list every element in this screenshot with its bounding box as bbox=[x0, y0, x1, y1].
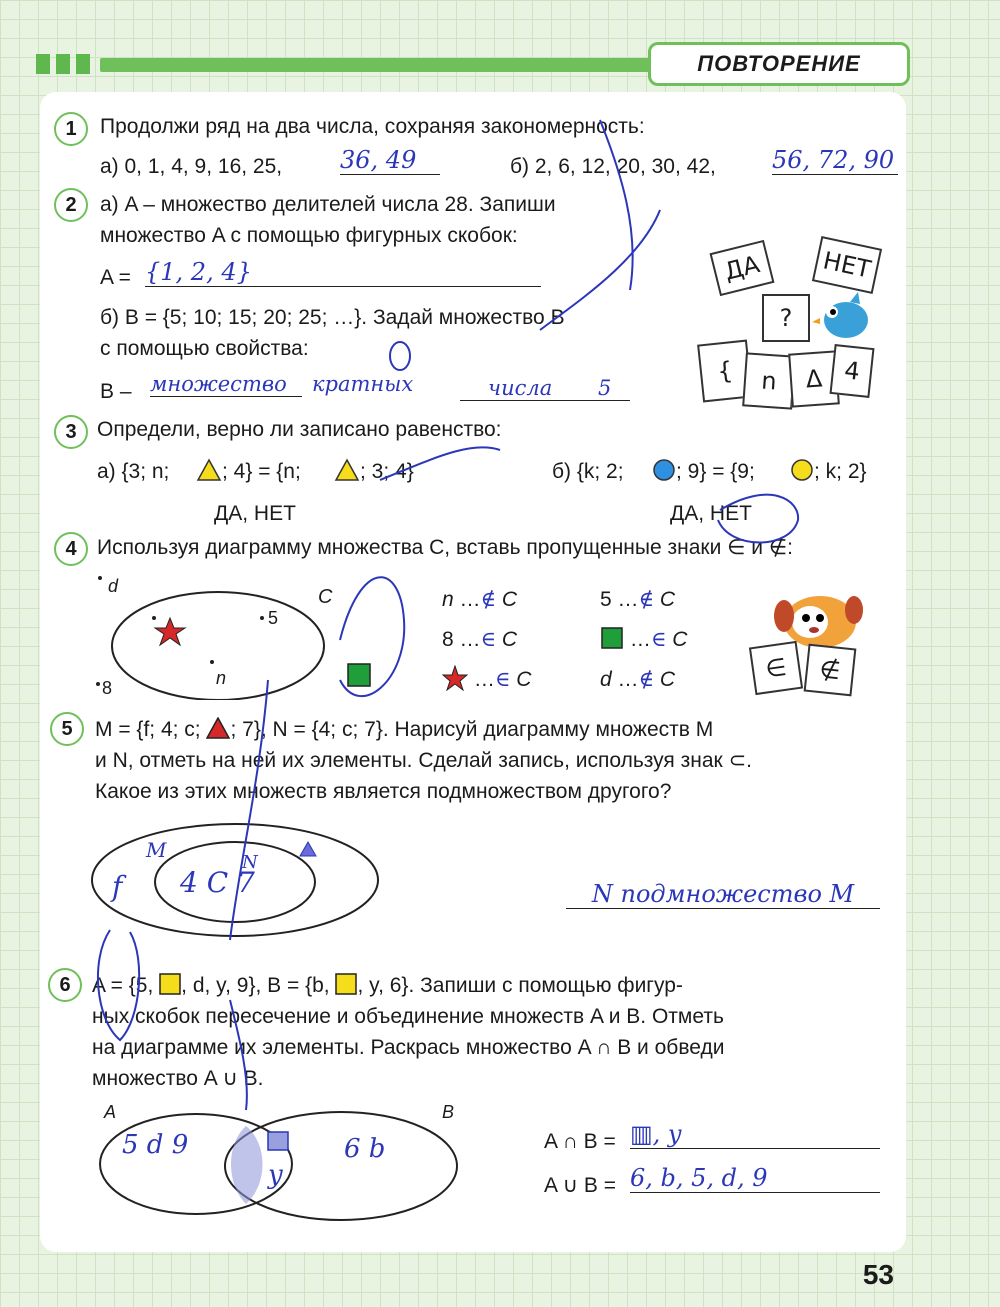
task-number-6: 6 bbox=[48, 968, 82, 1002]
task3-a-left: а) {3; n; bbox=[97, 460, 170, 483]
card-question: ? bbox=[762, 294, 810, 342]
task2-a-answer[interactable]: {1, 2, 4} bbox=[145, 258, 541, 287]
venn-label-b: B bbox=[442, 1102, 455, 1122]
card-no: НЕТ bbox=[812, 236, 882, 294]
task5-line1b: ; 7}, N = {4; c; 7}. Нарисуй диаграмму множеств M bbox=[230, 718, 714, 741]
point-d-label: d bbox=[108, 576, 119, 596]
task2-b-label: B – bbox=[100, 380, 132, 403]
task3-b-mid2: ; k; 2} bbox=[814, 460, 867, 483]
task2-a-label: A = bbox=[100, 266, 131, 289]
header-decoration bbox=[36, 54, 96, 79]
red-triangle-icon bbox=[206, 717, 230, 739]
row5-right: C bbox=[516, 668, 532, 691]
task5-line1 bbox=[95, 714, 713, 745]
task2-line1: а) A – множество делителей числа 28. Запиши bbox=[100, 193, 556, 216]
set-c-label: C bbox=[318, 586, 333, 608]
card-notin: ∉ bbox=[804, 644, 857, 697]
row4-dots: … bbox=[629, 628, 651, 651]
task6-line2: ных скобок пересечение и объединение множеств A и B. Отметь bbox=[92, 1005, 724, 1028]
task3-a-mid2: ; 3; 4} bbox=[360, 460, 414, 483]
row3-right: C bbox=[501, 628, 518, 651]
task1-b: б) 2, 6, 12, 20, 30, 42, bbox=[510, 155, 716, 178]
task-number-4: 4 bbox=[54, 532, 88, 566]
red-star-icon bbox=[442, 665, 468, 691]
point-8-label: 8 bbox=[102, 678, 113, 698]
row3-left: 8 bbox=[442, 628, 454, 651]
card-in: ∈ bbox=[749, 641, 803, 695]
task1-text: Продолжи ряд на два числа, сохраняя закономерность: bbox=[100, 115, 645, 138]
diagram-inner-elems: 4 C 7 bbox=[180, 866, 255, 899]
yellow-triangle-icon bbox=[334, 458, 360, 482]
row5-answer[interactable]: ∈ bbox=[494, 667, 511, 691]
card-four: 4 bbox=[829, 344, 874, 398]
row1-answer[interactable]: ∉ bbox=[480, 587, 497, 611]
task3-text: Определи, верно ли записано равенство: bbox=[97, 418, 502, 441]
task4-text: Используя диаграмму множества C, вставь пропущенные знаки ∈ и ∉: bbox=[97, 536, 793, 559]
card-n: n bbox=[742, 352, 796, 409]
task2-b-line2: с помощью свойства: bbox=[100, 337, 309, 360]
task5-line2: и N, отметь на ней их элементы. Сделай запись, используя знак ⊂. bbox=[95, 749, 752, 772]
venn-a-only: 5 d 9 bbox=[122, 1130, 189, 1160]
card-brace: { bbox=[697, 340, 753, 403]
task3-b-left: б) {k; 2; bbox=[552, 460, 624, 483]
row2-dots: … bbox=[617, 588, 639, 611]
row2-answer[interactable]: ∉ bbox=[638, 587, 655, 611]
blue-circle-icon bbox=[652, 458, 676, 482]
row1-right: C bbox=[501, 588, 518, 611]
task6-line1a: A = {5, bbox=[92, 974, 154, 997]
point-n-label: n bbox=[216, 668, 227, 688]
task1-a-answer[interactable]: 36, 49 bbox=[340, 146, 440, 175]
yellow-square-icon bbox=[335, 973, 357, 995]
task3-a-choices[interactable]: ДА, НЕТ bbox=[214, 502, 296, 525]
task1-a: а) 0, 1, 4, 9, 16, 25, bbox=[100, 155, 283, 178]
task2-b-answer-3[interactable]: числа bbox=[460, 376, 630, 401]
intersect-label: A ∩ B = bbox=[544, 1130, 616, 1153]
row4-right: C bbox=[672, 628, 688, 651]
task2-b-line1: б) B = {5; 10; 15; 20; 25; …}. Задай множество B bbox=[100, 306, 565, 329]
diagram-n-label: N bbox=[242, 852, 258, 873]
task5-answer[interactable]: N подмножество M bbox=[566, 880, 880, 909]
task6-line1c: , y, 6}. Запиши с помощью фигур- bbox=[357, 974, 683, 997]
task2-line2: множество A с помощью фигурных скобок: bbox=[100, 224, 518, 247]
row5-dots: … bbox=[473, 668, 495, 691]
diagram-outer-elems: f bbox=[112, 870, 123, 903]
task6-line1 bbox=[92, 970, 683, 1001]
task3-b-mid1: ; 9} = {9; bbox=[676, 460, 755, 483]
page-number: 53 bbox=[862, 1259, 894, 1290]
task5-line1a: M = {f; 4; c; bbox=[95, 718, 201, 741]
union-answer[interactable]: 6, b, 5, d, 9 bbox=[630, 1164, 880, 1193]
yellow-circle-icon bbox=[790, 458, 814, 482]
row6-dots: … bbox=[617, 668, 639, 691]
venn-b-only: 6 b bbox=[344, 1134, 386, 1164]
green-square-icon bbox=[600, 626, 624, 650]
row4-answer[interactable]: ∈ bbox=[650, 627, 667, 651]
task-number-3: 3 bbox=[54, 415, 88, 449]
section-title: ПОВТОРЕНИЕ bbox=[648, 42, 910, 86]
row2-right: C bbox=[659, 588, 676, 611]
row3-dots: … bbox=[459, 628, 481, 651]
row6-left: d bbox=[600, 668, 612, 691]
task2-b-answer-2: кратных bbox=[312, 372, 414, 396]
card-yes: ДА bbox=[710, 240, 775, 296]
row6-answer[interactable]: ∉ bbox=[638, 667, 655, 691]
task6-line1b: , d, y, 9}, B = {b, bbox=[181, 974, 330, 997]
task3-b-choices[interactable]: ДА, НЕТ bbox=[670, 502, 752, 525]
bird-illustration bbox=[810, 288, 880, 348]
task3-a-mid1: ; 4} = {n; bbox=[222, 460, 301, 483]
row1-dots: … bbox=[459, 588, 481, 611]
task6-line3: на диаграмме их элементы. Раскрась множество A ∩ B и обведи bbox=[92, 1036, 725, 1059]
row1-left: n bbox=[442, 588, 454, 611]
yellow-triangle-icon bbox=[196, 458, 222, 482]
task6-line4: множество A ∪ B. bbox=[92, 1067, 264, 1090]
task-number-2: 2 bbox=[54, 188, 88, 222]
header-line bbox=[100, 58, 660, 72]
intersect-answer[interactable]: ▥, y bbox=[630, 1120, 880, 1149]
task2-b-answer-4: 5 bbox=[598, 376, 612, 400]
task2-b-answer-1[interactable]: множество bbox=[150, 372, 302, 397]
row3-answer[interactable]: ∈ bbox=[480, 627, 497, 651]
yellow-square-icon bbox=[159, 973, 181, 995]
point-5-label: 5 bbox=[268, 608, 279, 628]
union-label: A ∪ B = bbox=[544, 1174, 616, 1197]
card-triangle: Δ bbox=[788, 350, 840, 407]
task-number-1: 1 bbox=[54, 112, 88, 146]
venn-label-a: A bbox=[104, 1102, 117, 1122]
green-square-icon bbox=[346, 662, 372, 688]
row2-left: 5 bbox=[600, 588, 612, 611]
diagram-m-label: M bbox=[146, 838, 167, 862]
row6-right: C bbox=[659, 668, 676, 691]
task5-line3: Какое из этих множеств является подмножеством другого? bbox=[95, 780, 672, 803]
venn-intersection: y bbox=[268, 1160, 283, 1190]
task1-b-answer[interactable]: 56, 72, 90 bbox=[772, 146, 898, 175]
task-number-5: 5 bbox=[50, 712, 84, 746]
